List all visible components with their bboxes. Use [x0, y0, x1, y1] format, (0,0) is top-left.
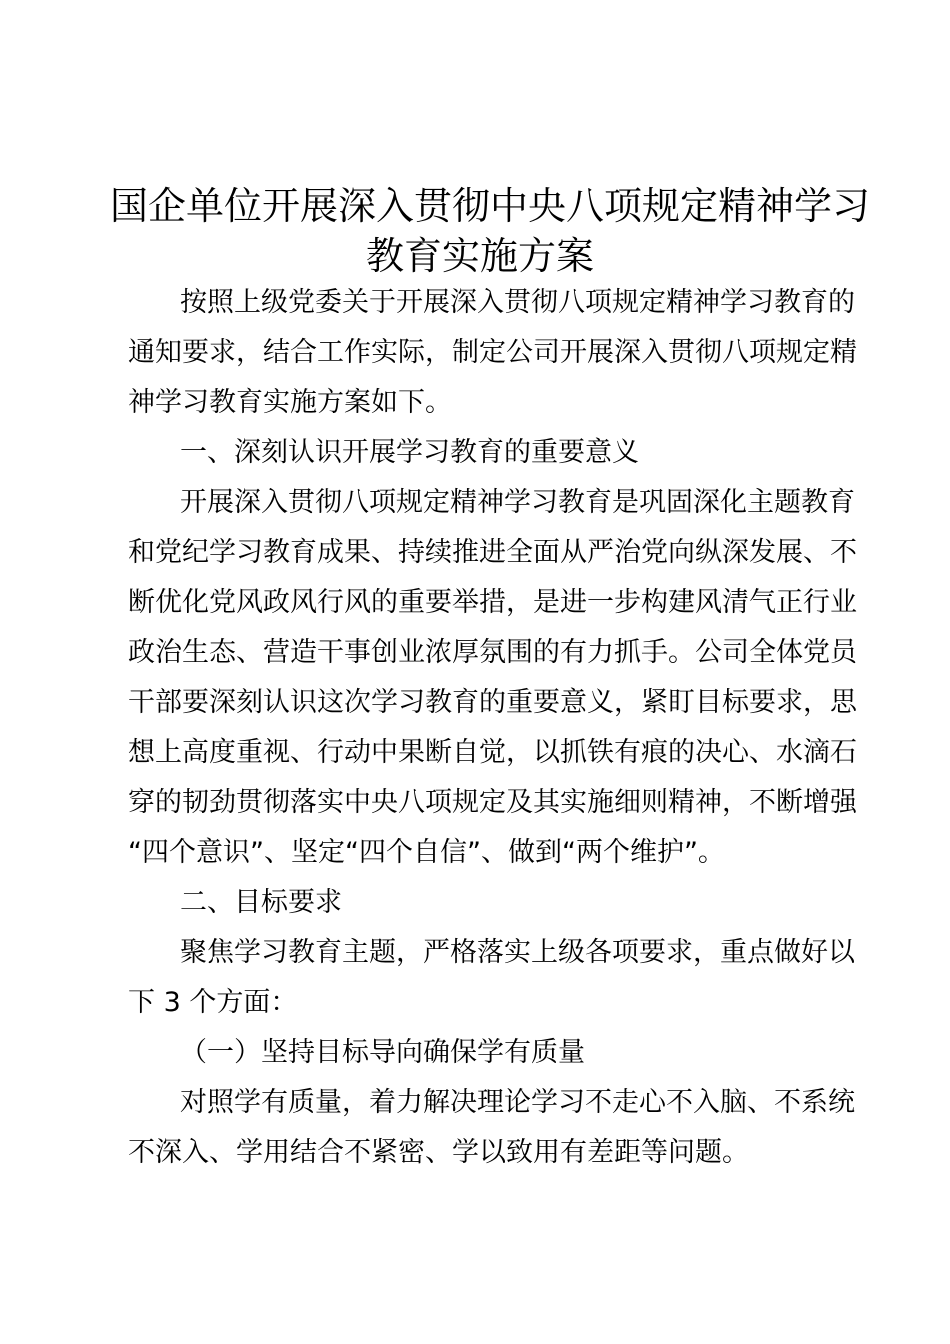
- subsection-1-line-1: 对照学有质量，着力解决理论学习不走心不入脑、不系统: [180, 1087, 855, 1118]
- section-1-line-7: 穿的韧劲贯彻落实中央八项规定及其实施细则精神，不断增强: [128, 787, 857, 818]
- section-1-line-3: 断优化党风政风行风的重要举措，是进一步构建风清气正行业: [128, 587, 857, 618]
- section-1-line-6: 想上高度重视、行动中果断自觉，以抓铁有痕的决心、水滴石: [128, 737, 857, 768]
- section-1-line-8: “四个意识”、坚定“四个自信”、做到“两个维护”。: [128, 837, 725, 868]
- section-1-line-4: 政治生态、营造干事创业浓厚氛围的有力抓手。公司全体党员: [128, 637, 857, 668]
- section-1-line-1: 开展深入贯彻八项规定精神学习教育是巩固深化主题教育: [180, 487, 855, 518]
- section-1-line-2: 和党纪学习教育成果、持续推进全面从严治党向纵深发展、不: [128, 537, 857, 568]
- subsection-1-line-2: 不深入、学用结合不紧密、学以致用有差距等问题。: [128, 1137, 749, 1168]
- section-2-line-1: 聚焦学习教育主题，严格落实上级各项要求，重点做好以: [180, 937, 855, 968]
- document-title-line-2: 教育实施方案: [365, 234, 594, 278]
- section-2-heading: 二、目标要求: [180, 887, 342, 918]
- intro-line-3: 神学习教育实施方案如下。: [128, 387, 452, 418]
- document-title-line-1: 国企单位开展深入贯彻中央八项规定精神学习: [110, 184, 871, 228]
- intro-line-2: 通知要求，结合工作实际，制定公司开展深入贯彻八项规定精: [128, 337, 857, 368]
- subsection-1-heading: （一）坚持目标导向确保学有质量: [180, 1037, 585, 1068]
- section-2-line-2: 下 3 个方面：: [128, 987, 298, 1018]
- section-1-line-5: 干部要深刻认识这次学习教育的重要意义，紧盯目标要求，思: [128, 687, 857, 718]
- intro-line-1: 按照上级党委关于开展深入贯彻八项规定精神学习教育的: [180, 287, 855, 318]
- section-1-heading: 一、深刻认识开展学习教育的重要意义: [180, 437, 639, 468]
